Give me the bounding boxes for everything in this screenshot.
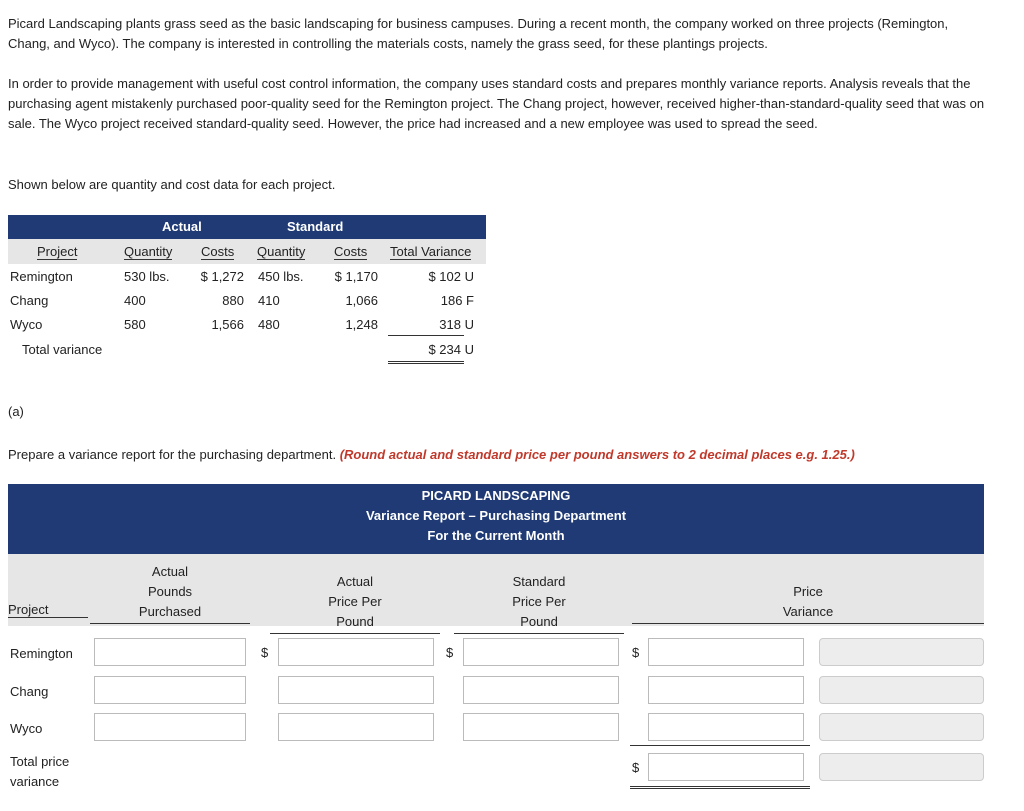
instruction-text: Prepare a variance report for the purchasing department.: [8, 447, 337, 462]
currency-symbol: $: [632, 760, 640, 775]
col-label-line: Price: [793, 584, 823, 599]
chang-actual-price-input[interactable]: [278, 676, 434, 704]
rounding-note: (Round actual and standard price per pound answers to 2 decimal places e.g. 1.25.): [339, 447, 855, 462]
report-title: Variance Report – Purchasing Department: [365, 508, 627, 523]
remington-standard-price-input[interactable]: [463, 638, 619, 666]
row-label-total: [10, 752, 69, 792]
col-label-line: Standard: [512, 574, 566, 589]
chang-variance-type-select[interactable]: [819, 676, 984, 704]
col-label-line: Purchased: [138, 604, 202, 619]
col-quantity-standard: Quantity: [257, 244, 306, 259]
cell-costs-standard: 1,248: [345, 317, 378, 332]
col-label-line: Actual: [151, 564, 189, 579]
cell-quantity-actual: 400: [124, 293, 146, 308]
wyco-standard-price-input[interactable]: [463, 713, 619, 741]
currency-symbol: $: [632, 645, 640, 660]
cell-costs-actual: 880: [222, 293, 244, 308]
chang-pounds-input[interactable]: [94, 676, 246, 704]
col-label-line: Price Per: [328, 594, 382, 609]
currency-symbol: $: [261, 645, 269, 660]
report-company: PICARD LANDSCAPING: [421, 488, 571, 503]
row-label-wyco: Wyco: [10, 721, 43, 736]
wyco-actual-price-input[interactable]: [278, 713, 434, 741]
col-costs-actual: Costs: [201, 244, 235, 259]
part-a-instruction: [8, 447, 855, 462]
total-variance-label: Total variance: [22, 342, 103, 357]
report-period: For the Current Month: [427, 528, 565, 543]
cell-quantity-actual: 580: [124, 317, 146, 332]
col-price-variance: [632, 582, 984, 624]
part-a-label: (a): [8, 404, 24, 419]
group-actual: Actual: [162, 219, 202, 234]
col-label-line: Actual: [336, 574, 374, 589]
cell-costs-standard: $ 1,170: [334, 269, 378, 284]
table-group-header: [8, 215, 486, 239]
col-quantity-actual: Quantity: [124, 244, 173, 259]
wyco-price-variance-input[interactable]: [648, 713, 804, 741]
intro-paragraph-2: In order to provide management with useful cost control information, the company uses standard costs and prepares monthly variance reports. Analysis reveals that the purchasing agent mistakenly purchased poor-quality seed for the Remington project. The Chang project, however, received higher-than-standard-quality seed that was on sale. The Wyco project received standard-quality seed. However, the price had increased and a new employee was used to spread the seed.: [8, 76, 985, 131]
col-label-line: Pound: [520, 614, 558, 629]
total-variance-value: $ 234 U: [428, 342, 474, 357]
col-costs-standard: Costs: [334, 244, 368, 259]
total-double-underline: [388, 361, 464, 364]
remington-price-variance-input[interactable]: [648, 638, 804, 666]
intro-paragraph-1: Picard Landscaping plants grass seed as the basic landscaping for business campuses. During a recent month, the company worked on three projects (Remington, Chang, and Wyco). The company is interested in controlling the materials costs, namely the grass seed, for these plantings projects.: [8, 16, 949, 51]
group-standard: Standard: [287, 219, 344, 234]
col-label-line: Price Per: [512, 594, 566, 609]
report-header: [8, 484, 984, 554]
cell-quantity-standard: 410: [258, 293, 280, 308]
total-label-line: variance: [10, 774, 60, 789]
cell-project: Chang: [10, 293, 49, 308]
currency-symbol: $: [446, 645, 454, 660]
col-label-line: Pound: [336, 614, 374, 629]
cell-project: Wyco: [10, 317, 43, 332]
cell-total-variance: 318 U: [439, 317, 474, 332]
quantity-cost-table: [8, 215, 486, 357]
report-column-header: [8, 554, 984, 629]
col-total-variance: Total Variance: [390, 244, 472, 259]
remington-pounds-input[interactable]: [94, 638, 246, 666]
cell-quantity-actual: 530 lbs.: [124, 269, 170, 284]
row-label-remington: Remington: [10, 646, 73, 661]
cell-costs-actual: 1,566: [211, 317, 244, 332]
cell-costs-actual: $ 1,272: [200, 269, 244, 284]
total-double-underline: [630, 786, 810, 789]
col-pounds-purchased: [90, 562, 250, 624]
table-column-header: [8, 239, 486, 264]
intro-paragraph-3: Shown below are quantity and cost data for each project.: [8, 177, 336, 192]
cell-costs-standard: 1,066: [345, 293, 378, 308]
col-actual-price: [270, 572, 440, 634]
col-label-line: Variance: [782, 604, 834, 619]
total-price-variance-input[interactable]: [648, 753, 804, 781]
row-label-chang: Chang: [10, 684, 49, 699]
col-project: [8, 602, 88, 618]
wyco-variance-type-select[interactable]: [819, 713, 984, 741]
col-project-label: Project: [8, 602, 49, 617]
cell-total-variance: 186 F: [440, 293, 474, 308]
cell-quantity-standard: 450 lbs.: [258, 269, 304, 284]
wyco-pounds-input[interactable]: [94, 713, 246, 741]
remington-actual-price-input[interactable]: [278, 638, 434, 666]
total-label-line: Total price: [10, 754, 70, 769]
chang-price-variance-input[interactable]: [648, 676, 804, 704]
col-standard-price: [454, 572, 624, 634]
col-label-line: Pounds: [147, 584, 193, 599]
cell-project: Remington: [10, 269, 73, 284]
cell-quantity-standard: 480: [258, 317, 280, 332]
col-project: Project: [37, 244, 78, 259]
total-variance-type-select[interactable]: [819, 753, 984, 781]
remington-variance-type-select[interactable]: [819, 638, 984, 666]
chang-standard-price-input[interactable]: [463, 676, 619, 704]
total-divider: [388, 335, 464, 336]
cell-total-variance: $ 102 U: [428, 269, 474, 284]
total-divider: [630, 745, 810, 746]
